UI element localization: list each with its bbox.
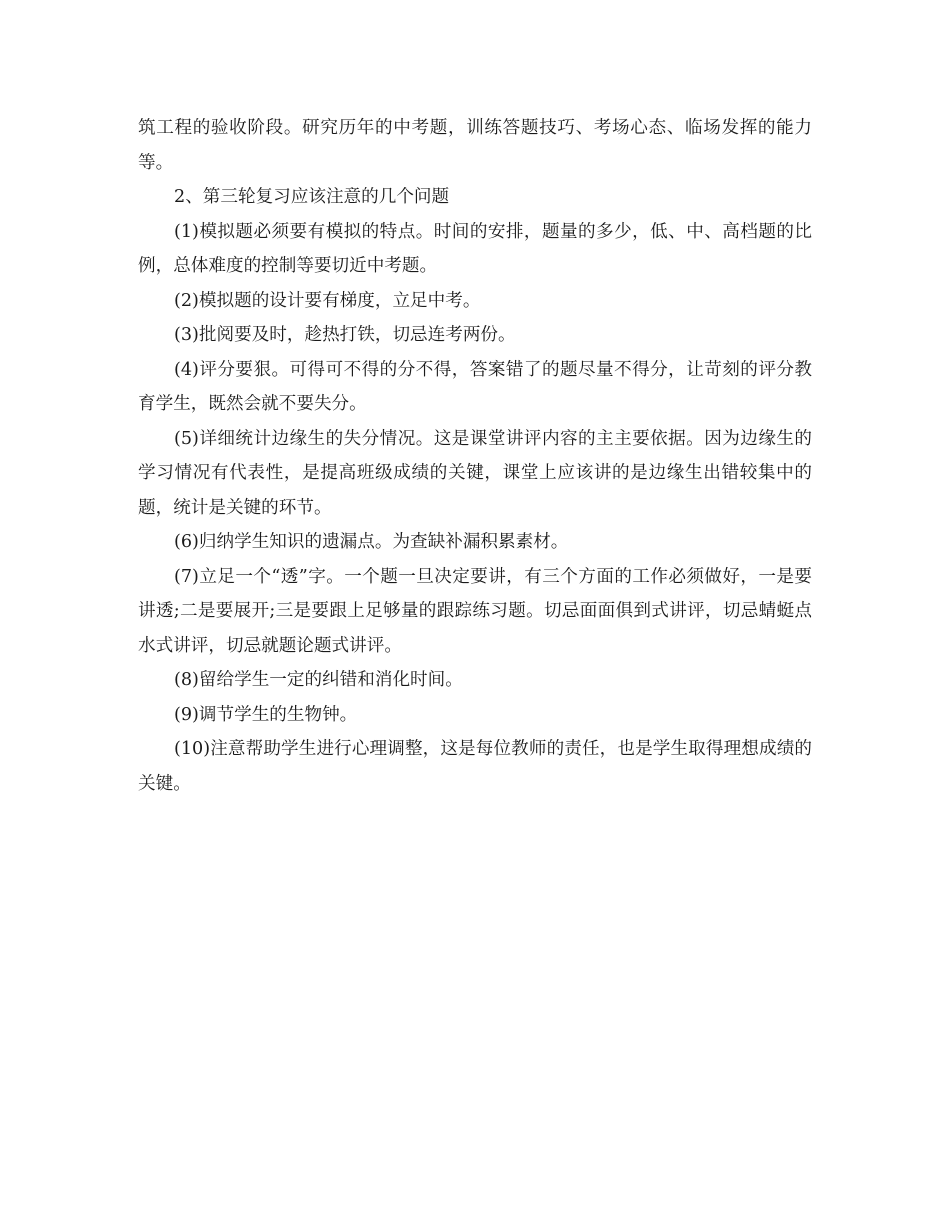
paragraph-item-10: (10)注意帮助学生进行心理调整，这是每位教师的责任，也是学生取得理想成绩的关键。 <box>138 739 812 794</box>
paragraph-item-5: (5)详细统计边缘生的失分情况。这是课堂讲评内容的主主要依据。因为边缘生的学习情况有代表性，是提高班级成绩的关键，课堂上应该讲的是边缘生出错较集中的题，统计是关键的环节。 <box>138 428 812 518</box>
paragraph-item-1: (1)模拟题必须要有模拟的特点。时间的安排，题量的多少，低、中、高档题的比例，总体难度的控制等要切近中考题。 <box>138 221 812 276</box>
paragraph-item-9: (9)调节学生的生物钟。 <box>174 704 358 725</box>
paragraph-item-2: (2)模拟题的设计要有梯度，立足中考。 <box>174 290 481 311</box>
paragraph-item-3: (3)批阅要及时，趁热打铁，切忌连考两份。 <box>174 325 516 345</box>
paragraph-item-7: (7)立足一个“透”字。一个题一旦决定要讲，有三个方面的工作必须做好，一是要讲透;二是要展开;三是要跟上足够量的跟踪练习题。切忌面面俱到式讲评，切忌蜻蜓点水式讲评，切忌就题论题式讲评。 <box>138 566 812 656</box>
paragraph-item-4: (4)评分要狠。可得可不得的分不得，答案错了的题尽量不得分，让苛刻的评分教育学生，既然会就不要失分。 <box>138 359 812 414</box>
document-body <box>138 111 812 801</box>
section-heading: 2、第三轮复习应该注意的几个问题 <box>174 187 450 207</box>
paragraph-continuation: 筑工程的验收阶段。研究历年的中考题，训练答题技巧、考场心态、临场发挥的能力等。 <box>138 118 812 173</box>
paragraph-item-8: (8)留给学生一定的纠错和消化时间。 <box>174 670 463 690</box>
paragraph-item-6: (6)归纳学生知识的遗漏点。为查缺补漏积累素材。 <box>174 532 569 552</box>
